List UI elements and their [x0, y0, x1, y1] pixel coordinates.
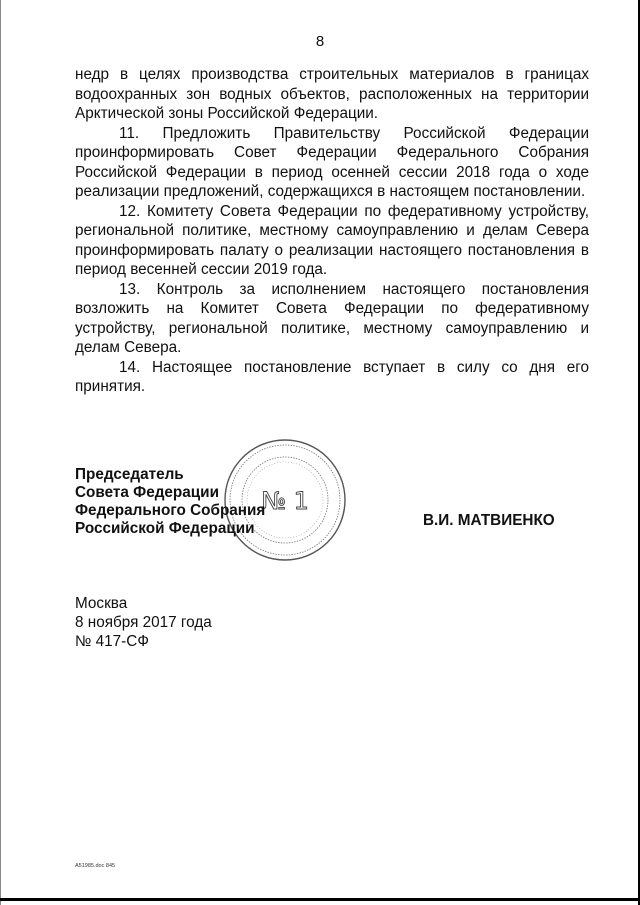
paragraph-item-11: 11. Предложить Правительству Российской Федерации проинформировать Совет Федерации Федерального Собрания Российской Федерации в период осенней сессии 2018 года о ходе реализации предложений, содержащихся в настоящем постановлении.: [75, 124, 589, 200]
signer-title-line-4: Российской Федерации: [75, 520, 255, 537]
seal-number: № 1: [261, 487, 309, 515]
page-bottom-rule: [0, 898, 640, 901]
paragraph-item-14: 14. Настоящее постановление вступает в силу со дня его принятия.: [75, 358, 589, 395]
issue-city: Москва: [75, 595, 128, 612]
document-number: № 417-СФ: [75, 633, 149, 650]
document-body: [75, 65, 589, 397]
signer-title-line-1: Председатель: [75, 466, 184, 483]
footer-file-code: А51985.doc 845: [75, 863, 116, 869]
paragraph-item-13: 13. Контроль за исполнением настоящего постановления возложить на Комитет Совета Федерации по федеративному устройству, региональной политике, местному самоуправлению и делам Севера.: [75, 280, 589, 356]
signer-name: В.И. МАТВИЕНКО: [423, 512, 555, 529]
paragraph-item-12: 12. Комитету Совета Федерации по федеративному устройству, региональной политике, местному самоуправлению и делам Севера проинформировать палату о реализации настоящего постановления в период весенней сессии 2019 года.: [75, 202, 589, 278]
issue-date: 8 ноября 2017 года: [75, 614, 212, 631]
page-number: 8: [315, 33, 325, 50]
signer-title-line-2: Совета Федерации: [75, 484, 219, 501]
signature-block: [75, 466, 265, 538]
issue-details: [75, 594, 212, 651]
page-left-edge: [0, 0, 1, 905]
signer-title-line-3: Федерального Собрания: [75, 502, 266, 519]
paragraph-continuation: недр в целях производства строительных материалов в границах водоохранных зон водных объектов, расположенных на территории Арктической зоны Российской Федерации.: [75, 66, 589, 122]
